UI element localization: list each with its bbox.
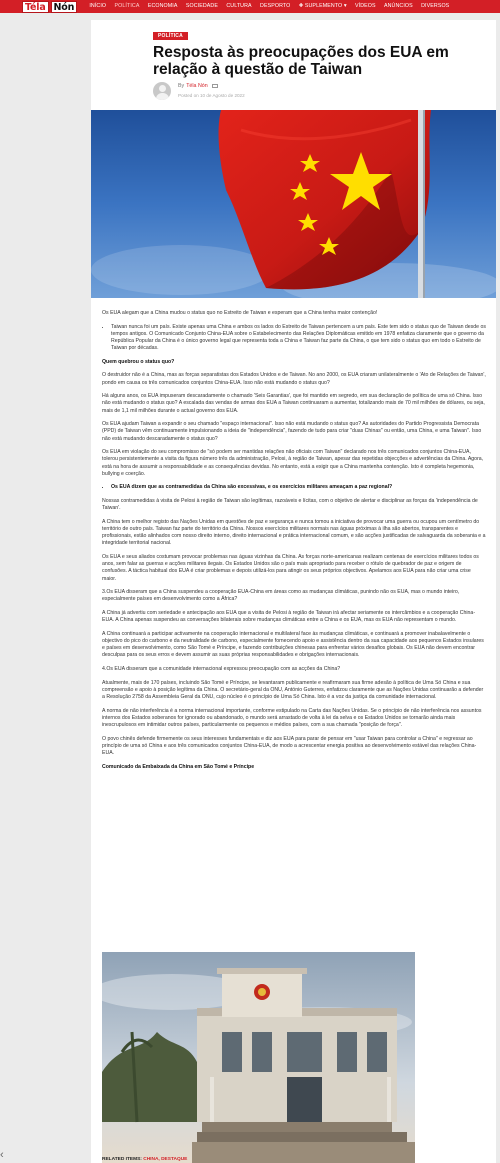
paragraph-2: Há alguns anos, os EUA impuseram descaradamente o chamado 'Seis Garantias', que foi mantido em segredo, em sua declaração de política de uma só China. Isso não está mudando o status quo? A escalada das vendas de armas dos EUA a Taiwan continuaram a aumentar, totalizando mais de 70 mil milhões de dólares, ou seja, mais de 1,1 mil milhões durante o actual governo dos EUA. xyxy=(102,393,485,414)
paragraph-8: 3.Os EUA disseram que a China suspendeu a cooperação EUA-China em áreas como as mudanças climáticas, punindo não os EUA, mas o mundo inteiro, especialmente países em desenvolvimento como a África? xyxy=(102,589,460,603)
mail-icon[interactable] xyxy=(212,84,218,88)
byline-prefix: By xyxy=(178,83,185,89)
signoff: Comunicado da Embaixada da China em São Tomé e Príncipe xyxy=(102,763,255,770)
paragraph-3: Os EUA ajudam Taiwan a expandir o seu chamado "espaço internacional". Isso não está mudando o status quo? As autoridades do Partido Progressista Democrata (PPD) de Taiwan vêm continuamente impulsionando a ideia de "independência", fazendo de tudo para criar "duas Chinas" ou então, uma China, e uma Taiwan". Isso não está mudando descaradamente o status quo? xyxy=(102,421,482,442)
posted-date-text: Posted on 10 de Agosto de 2022 xyxy=(178,93,245,98)
hero-flag-illustration xyxy=(91,110,496,298)
paragraph-6: A China tem o melhor registo das Nações Unidas em questões de paz e segurança e nunca tomou a iniciativa de provocar uma guerra ou ocupou um centímetro do território de outro país. Taiwan faz parte do território da China. Nossos exercícios militares normais nas águas próximas à ilha são abertos, transparentes e profissionais, estão alinhados com nosso direito interno, direito internacional e prática internacional comum, e são acções justificadas de salvaguarda da soberania e a integridade territorial nacional. xyxy=(102,518,486,547)
related-label: RELATED ITEMS: xyxy=(102,1157,142,1162)
related-items xyxy=(102,1157,187,1162)
embassy-building-illustration xyxy=(102,952,415,1163)
bullet-item-taiwan: • Taiwan nunca foi um país. Existe apenas uma China e ambos os lados do Estreito de Taiwan pertencem a um país. Este tem sido o status quo de Taiwan desde os tempos antigos. O Comunicado Conjunto China-EUA sobre o Estabelecimento das Relações Diplomáticas emitido em 1978 enfatiza claramente que o governo da República Popular da China é o único governo legal que representa toda a China e Taiwan faz parte da China, o que tem sido o status quo em todo o Estreito de Taiwan por décadas. xyxy=(111,324,486,353)
paragraph-1: O destruidor não é a China, mas as forças separatistas dos Estados Unidos e de Taiwan. No ano 2000, os EUA criaram unilateralmente o 'Ato de Relações de Taiwan', pondo em causa os três comunicados conjuntos China-EUA. Isso não está mudando o status quo? xyxy=(102,372,486,386)
article-title: Resposta às preocupações dos EUA em relação à questão de Taiwan xyxy=(153,44,449,78)
paragraph-7: Os EUA e seus aliados costumam provocar problemas nas águas vizinhas da China. As forças norte-americanas realizam centenas de exercícios militares todos os anos, sem falar as guerras e acções militares ilegais. Os Estados Unidos são o país mais apropriado para receber o rótulo de quebrador de paz e origem de confusões. A táctica habitual dos EUA é criar problemas e depois utilizá-los para atingir os seus próprios objectivos. Apelamos aos EUA para não criar uma crise maior. xyxy=(102,553,479,582)
paragraph-10: A China continuará a participar activamente na cooperação internacional e multilateral face às mudanças climáticas, e continuará a promover inabalavelmente o objectivo do pico do carbono e da neutralidade de carbono, especialmente fornecendo apoio e assistência dentro da sua capacidade aos pequenos Estados insulares e países em desenvolvimento, como São Tomé e Príncipe, e fazendo contribuições chinesas para enfrentar vários desafios globais. Os EUA não devem encontrar desculpas para os seus erros e devem assumir as suas próprias responsabilidades e obrigações internacionais. xyxy=(102,630,484,659)
article-card xyxy=(91,20,496,1163)
bullet-list-1 xyxy=(111,324,486,353)
question-heading-1: Quem quebrou o status quo? xyxy=(102,358,175,365)
nav-item-inicio[interactable]: INÍCIO xyxy=(89,3,107,9)
nav-items xyxy=(85,0,453,13)
nav-item-diversos[interactable]: DIVERSOS xyxy=(421,3,450,9)
nav-item-videos[interactable]: VÍDEOS xyxy=(354,3,376,9)
paragraph-13: A norma de não interferência é a norma internacional importante, conforme estipulado na Carta das Nações Unidas. Se o princípio de não interferência nos assuntos internos dos Estados soberanos for ignorado ou abandonado, o mundo será arrastado de volta à lei da selva e os Estados Unidos se tornarão ainda mais inescrupulosos em intimidar outros países, particularmente os pequenos e médios países, com a sua chamada "posição de força". xyxy=(102,707,482,728)
nav-item-sociedade[interactable]: SOCIEDADE xyxy=(185,3,218,9)
site-logo[interactable] xyxy=(0,0,77,13)
paragraph-9: A China já advertiu com seriedade e antecipação aos EUA que a visita de Pelosi à região de Taiwan irá afectar seriamente os intercâmbios e a cooperação China-EUA. A China apenas suspendeu as conversações bilaterais sobre mudanças climáticas entre a China e os EUA, mas os EUA não representam o mundo. xyxy=(102,609,476,624)
chevron-left-icon[interactable]: ‹ xyxy=(0,1149,4,1161)
category-badge[interactable]: POLÍTICA xyxy=(153,32,188,40)
logo-text-non: Nón xyxy=(51,1,78,13)
related-tags[interactable]: CHINA, DESTAQUE xyxy=(143,1157,188,1162)
nav-item-anuncios[interactable]: ANÚNCIOS xyxy=(383,3,413,9)
author-link[interactable]: Téla Nón xyxy=(186,83,208,89)
author-avatar[interactable] xyxy=(153,82,171,100)
nav-item-cultura[interactable]: CULTURA xyxy=(226,3,252,9)
intro-paragraph: Os EUA alegam que a China mudou o status quo no Estreito de Taiwan e esperam que a China tenha maior contenção! xyxy=(102,310,378,316)
paragraph-4: Os EUA em violação do seu compromisso de "só podem ser mantidas relações não oficiais com Taiwan" declarado nos três comunicados conjuntos China-EUA, tolerou persistentemente a visita da figura número três da administração, Pelosi, à região de Taiwan, apesar das repetidas objecções e advertências da China. Agora, está na hora de assumir a responsabilidade e as consequências devidas. No entanto, está a exigir que a China mantenha contenção. Isto é completa hegemonia, bullying e coerção. xyxy=(102,449,484,477)
top-navigation xyxy=(0,0,500,13)
avatar-head-shape xyxy=(159,85,166,92)
byline xyxy=(178,83,218,89)
article-body xyxy=(102,310,486,777)
posted-date xyxy=(178,93,245,98)
nav-item-suplemento[interactable]: ✚ SUPLEMENTO ▾ xyxy=(298,3,347,9)
bullet-list-2 xyxy=(111,484,486,491)
embassy-photo xyxy=(102,952,415,1163)
hero-image xyxy=(91,110,496,298)
bullet-item-contramedidas: • Os EUA dizem que as contramedidas da China são excessivas, e os exercícios militares ameaçam a paz regional? xyxy=(111,484,486,491)
paragraph-5: Nossas contramedidas à visita de Pelosi à região de Taiwan são legítimas, razoáveis e lícitas, com o objetivo de alertar e disciplinar as forças da 'independência de Taiwan'. xyxy=(102,497,478,512)
nav-item-desporto[interactable]: DESPORTO xyxy=(260,3,291,9)
logo-text-tela: Téla xyxy=(22,1,49,13)
paragraph-11: 4.Os EUA disseram que a comunidade internacional expressou preocupação com as acções da China? xyxy=(102,665,341,672)
avatar-body-shape xyxy=(156,93,169,100)
paragraph-12: Atualmente, mais de 170 países, incluindo São Tomé e Príncipe, se levantaram publicamente e reafirmaram sua firme adesão à política de Uma Só China e sua compreensão e apoio à posição legítima da China. O secretário-geral da ONU, António Guterres, enfatizou claramente que as Nações Unidas continuarão a defender a Resolução 2758 da Assembleia Geral da ONU, cujo núcleo é o princípio de Uma Só China. Isto é a voz da justiça da comunidade internacional. xyxy=(102,679,484,700)
paragraph-14: O povo chinês defende firmemente os seus interesses fundamentais e diz aos EUA para parar de pensar em "usar Taiwan para controlar a China" e regressar ao princípio de uma só China e aos três comunicados conjuntos China-EUA, de modo a acrescentar energia positiva ao desenvolvimento estável das relações China-EUA. xyxy=(102,735,477,756)
nav-item-politica[interactable]: POLÍTICA xyxy=(114,3,140,9)
nav-item-economia[interactable]: ECONOMIA xyxy=(147,3,178,9)
